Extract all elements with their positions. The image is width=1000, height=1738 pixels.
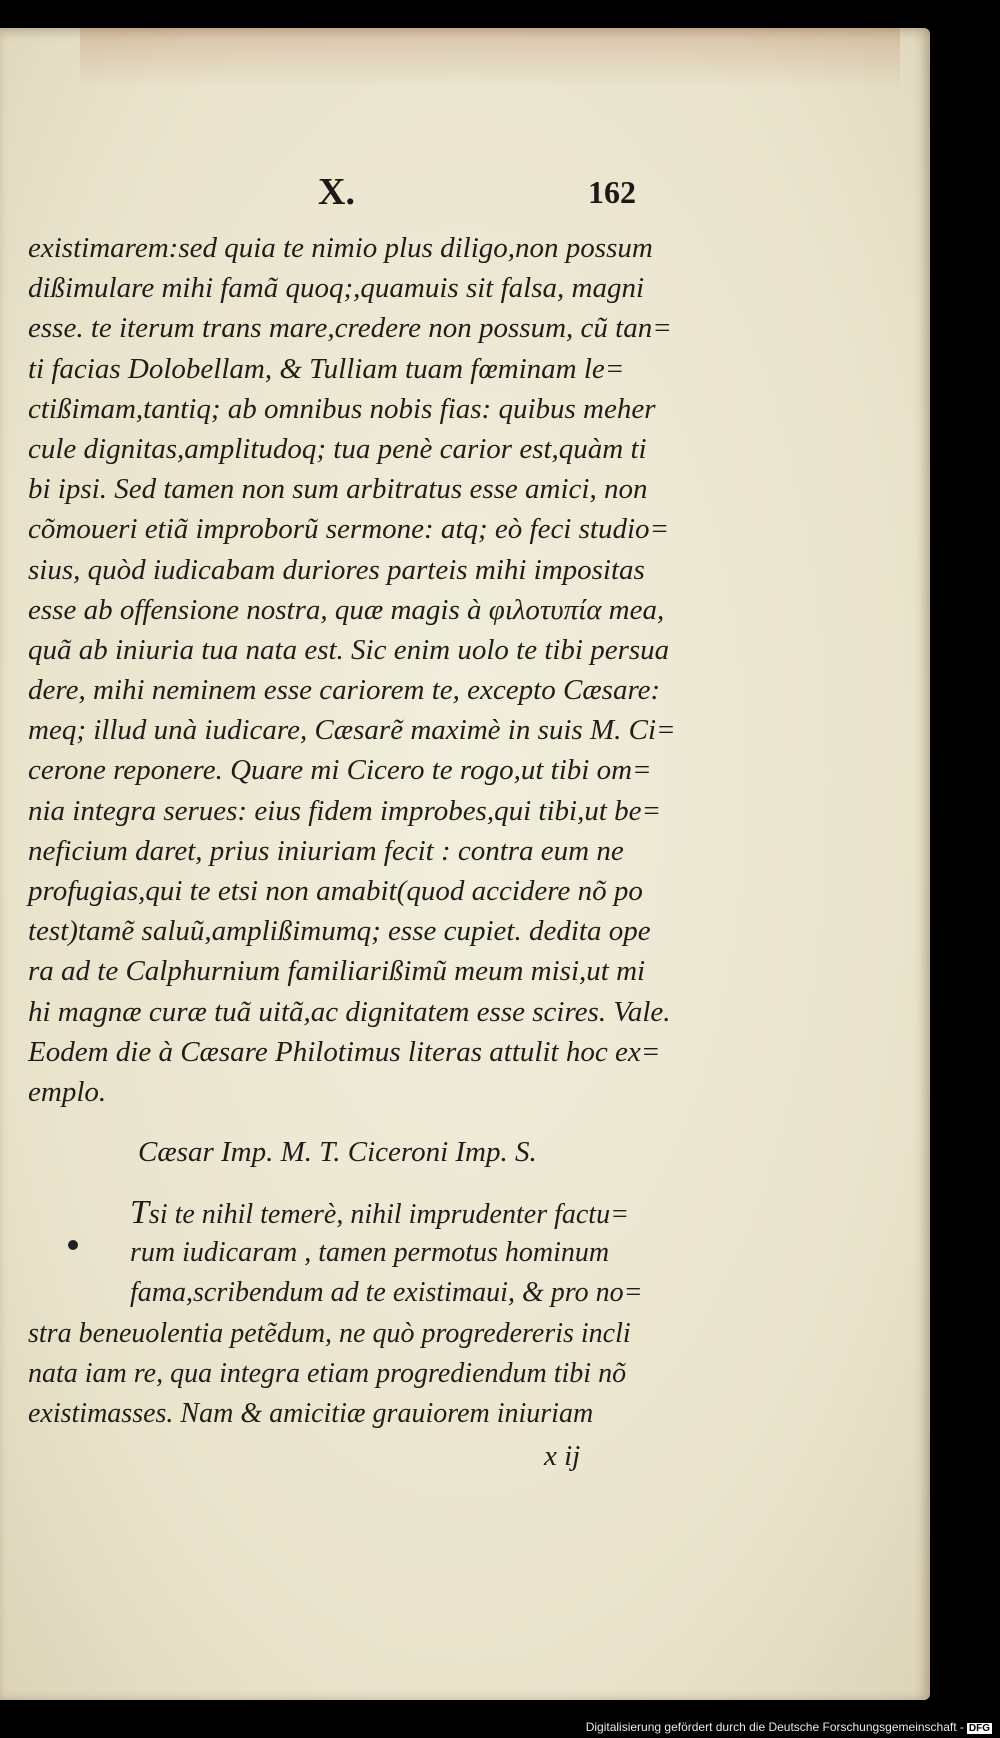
text-line: test)tamẽ saluũ,amplißimumq; esse cupiet. dedita ope <box>28 915 651 948</box>
page-stain <box>80 28 900 88</box>
text-line: ti facias Dolobellam, & Tulliam tuam fœminam le= <box>28 352 625 385</box>
text-line: cule dignitas,amplitudoq; tua penè carior est,quàm ti <box>28 432 647 465</box>
text-line: quã ab iniuria tua nata est. Sic enim uolo te tibi persua <box>28 633 670 666</box>
text-line: cerone reponere. Quare mi Cicero te rogo,ut tibi om= <box>28 754 652 787</box>
text-line: emplo. <box>28 1075 107 1108</box>
text-line: dere, mihi neminem esse cariorem te, excepto Cæsare: <box>28 674 661 707</box>
text-line: fama,scribendum ad te existimaui, & pro no= <box>130 1277 643 1309</box>
text-line: ctißimam,tantiq; ab omnibus nobis fias: quibus meher <box>28 392 656 425</box>
text-line: sius, quòd iudicabam duriores parteis mihi impositas <box>28 553 645 586</box>
text-line-rest: si te nihil temerè, nihil imprudenter factu= <box>148 1199 629 1230</box>
text-line: meq; illud unà iudicare, Cæsarẽ maximè in suis M. Ci= <box>28 714 676 747</box>
signature-mark: x ij <box>544 1440 581 1472</box>
text-line: existimasses. Nam & amicitiæ grauiorem iniuriam <box>28 1397 594 1429</box>
text-line: profugias,qui te etsi non amabit(quod accidere nõ po <box>28 875 643 907</box>
text-line: rum iudicaram , tamen permotus hominum <box>130 1237 610 1269</box>
text-line: nata iam re, qua integra etiam progrediendum tibi nõ <box>28 1357 627 1389</box>
credit-text: Digitalisierung gefördert durch die Deutsche Forschungsgemeinschaft - <box>585 1720 964 1734</box>
text-line: Eodem die à Cæsare Philotimus literas attulit hoc ex= <box>28 1035 661 1068</box>
letter-body <box>28 1193 678 1434</box>
text-line: stra beneuolentia petẽdum, ne quò progredereris incli <box>28 1317 631 1349</box>
text-line: nia integra serues: eius fidem improbes,qui tibi,ut be= <box>28 794 662 827</box>
dfg-logo: DFG <box>968 1723 990 1734</box>
book-page <box>0 28 930 1700</box>
running-header <box>0 170 930 220</box>
text-line: neficium daret, prius iniuriam fecit : contra eum ne <box>28 834 624 867</box>
text-line: hi magnæ curæ tuã uitã,ac dignitatem esse scires. Vale. <box>28 995 671 1028</box>
text-line: cõmoueri etiã improborũ sermone: atq; eò feci studio= <box>28 513 670 546</box>
chapter-marker: X. <box>318 171 355 213</box>
text-line: esse ab offensione nostra, quæ magis à φιλοτυπία mea, <box>28 593 665 626</box>
body-text <box>28 228 678 1112</box>
text-line: bi ipsi. Sed tamen non sum arbitratus esse amici, non <box>28 473 648 506</box>
page-number: 162 <box>588 174 636 210</box>
letter-salutation: Cæsar Imp. M. T. Ciceroni Imp. S. <box>138 1136 537 1168</box>
initial-letter: T <box>130 1194 149 1231</box>
text-line: dißimulare mihi famã quoq;,quamuis sit falsa, magni <box>28 272 644 305</box>
text-line: esse. te iterum trans mare,credere non possum, cũ tan= <box>28 312 672 345</box>
digitization-credit <box>586 1720 992 1734</box>
text-line: ra ad te Calphurnium familiarißimũ meum misi,ut mi <box>28 955 646 988</box>
text-line: existimarem:sed quia te nimio plus diligo,non possum <box>28 232 653 264</box>
text-line-first <box>28 1193 678 1233</box>
